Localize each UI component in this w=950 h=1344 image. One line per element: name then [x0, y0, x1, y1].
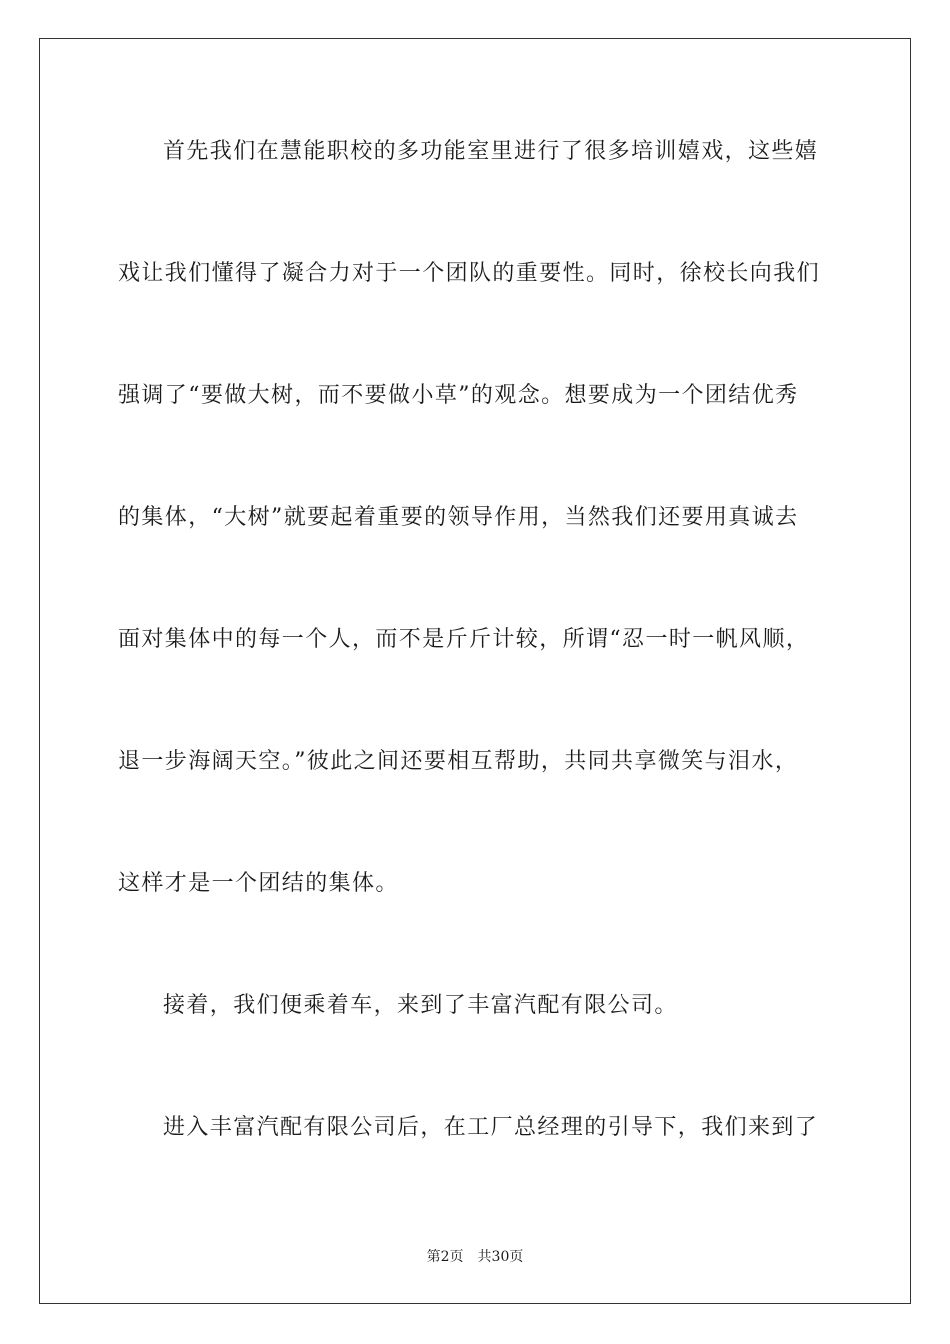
paragraph-line: 接着，我们便乘着车，来到了丰富汽配有限公司。	[163, 993, 678, 1018]
paragraph-line: 强调了“要做大树，而不要做小草”的观念。想要成为一个团结优秀	[118, 383, 799, 408]
page-footer	[0, 1248, 950, 1266]
paragraph-line: 戏让我们懂得了凝合力对于一个团队的重要性。同时，徐校长向我们	[118, 261, 821, 286]
total-pages: 共30页	[477, 1249, 524, 1265]
paragraph-line: 面对集体中的每一个人，而不是斤斤计较，所谓“忍一时一帆风顺，	[118, 627, 810, 652]
paragraph-line: 退一步海阔天空。”彼此之间还要相互帮助，共同共享微笑与泪水，	[118, 749, 799, 774]
paragraph-line: 的集体，“大树”就要起着重要的领导作用，当然我们还要用真诚去	[118, 505, 799, 530]
paragraph-line: 首先我们在慧能职校的多功能室里进行了很多培训嬉戏，这些嬉	[163, 139, 819, 164]
page-number: 第2页	[426, 1249, 464, 1265]
paragraph-line: 进入丰富汽配有限公司后，在工厂总经理的引导下，我们来到了	[163, 1115, 819, 1140]
paragraph-line: 这样才是一个团结的集体。	[118, 871, 399, 896]
